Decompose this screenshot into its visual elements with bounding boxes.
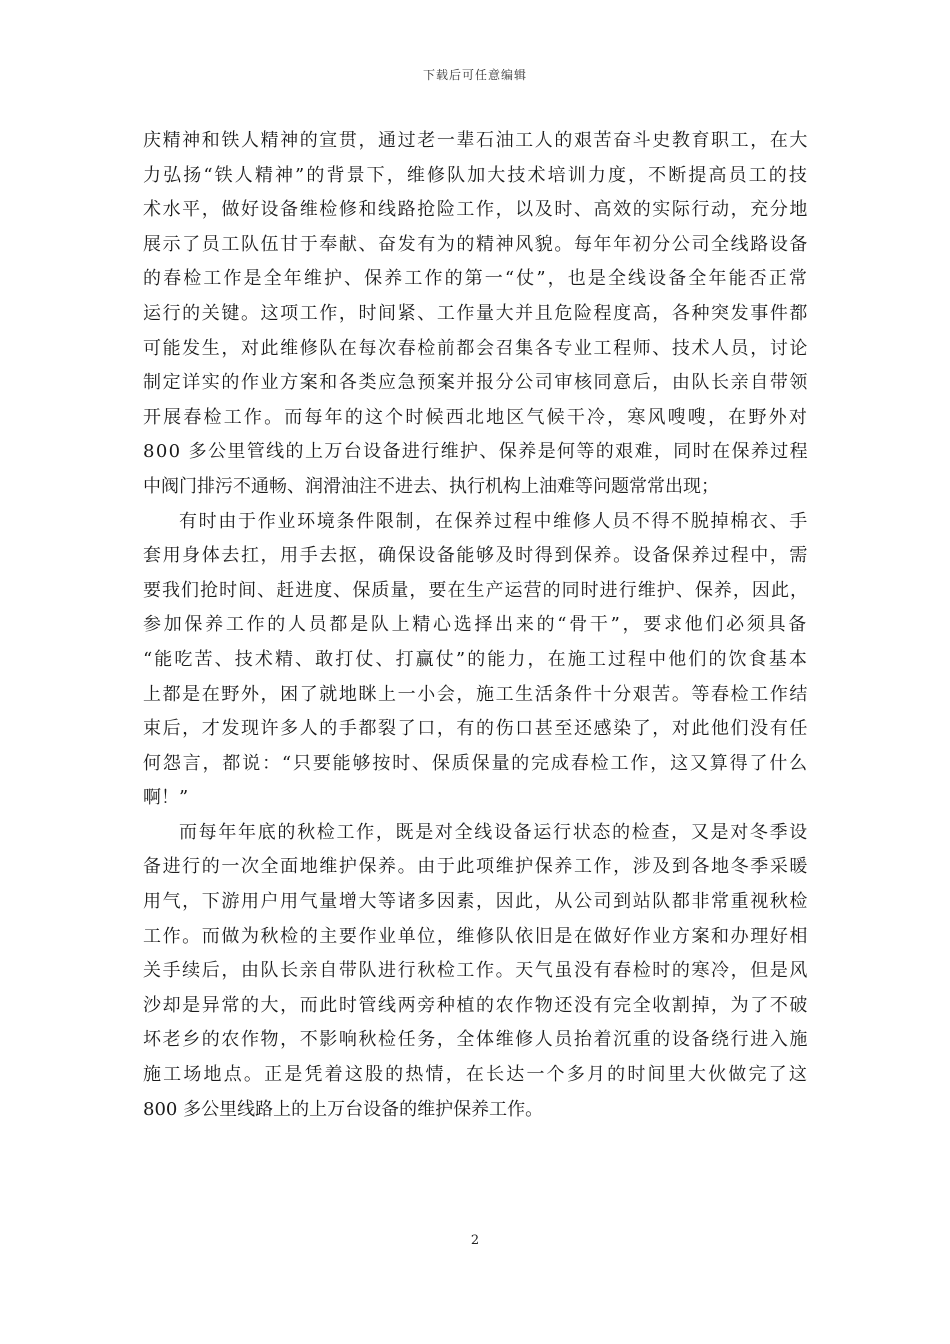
text-line: “能吃苦、技术精、敢打仗、打赢仗”的能力，在施工过程中他们的饮食基本 xyxy=(143,648,809,670)
text-line: 运行的关键。这项工作，时间紧、工作量大并且危险程度高，各种突发事件都 xyxy=(143,302,809,324)
text-line: 备进行的一次全面地维护保养。由于此项维护保养工作，涉及到各地冬季采暖 xyxy=(143,856,809,878)
text-line: 工作。而做为秋检的主要作业单位，维修队依旧是在做好作业方案和办理好相 xyxy=(143,925,809,947)
text-line: 开展春检工作。而每年的这个时候西北地区气候干冷，寒风嗖嗖，在野外对 xyxy=(143,406,809,428)
text-line: 沙却是异常的大，而此时管线两旁种植的农作物还没有完全收割掉，为了不破 xyxy=(143,994,809,1016)
text-line: 力弘扬“铁人精神”的背景下，维修队加大技术培训力度，不断提高员工的技 xyxy=(143,164,809,186)
text-line: 有时由于作业环境条件限制，在保养过程中维修人员不得不脱掉棉衣、手 xyxy=(179,510,809,532)
text-line: 用气，下游用户用气量增大等诸多因素，因此，从公司到站队都非常重视秋检 xyxy=(143,891,809,913)
page-number: 2 xyxy=(470,1233,480,1248)
text-line: 参加保养工作的人员都是队上精心选择出来的“骨干”，要求他们必须具备 xyxy=(143,614,809,636)
text-line: 庆精神和铁人精神的宣贯，通过老一辈石油工人的艰苦奋斗史教育职工，在大 xyxy=(143,130,809,151)
text-line: 施工场地点。正是凭着这股的热情，在长达一个多月的时间里大伙做完了这 xyxy=(143,1064,809,1086)
text-line: 制定详实的作业方案和各类应急预案并报分公司审核同意后，由队长亲自带领 xyxy=(143,372,809,394)
text-line: 何怨言，都说：“只要能够按时、保质保量的完成春检工作，这又算得了什么 xyxy=(143,752,809,774)
text-line: 的春检工作是全年维护、保养工作的第一“仗”，也是全线设备全年能否正常 xyxy=(143,268,809,290)
text-line: 可能发生，对此维修队在每次春检前都会召集各专业工程师、技术人员，讨论 xyxy=(143,337,809,359)
text-line: 套用身体去扛，用手去抠，确保设备能够及时得到保养。设备保养过程中，需 xyxy=(143,545,809,567)
text-line: 要我们抢时间、赶进度、保质量，要在生产运营的同时进行维护、保养，因此， xyxy=(143,579,809,601)
text-line: 坏老乡的农作物，不影响秋检任务，全体维修人员抬着沉重的设备绕行进入施 xyxy=(143,1029,809,1051)
text-line: 啊！” xyxy=(143,787,189,809)
page-header: 下载后可任意编辑 xyxy=(422,68,527,82)
text-line: 术水平，做好设备维检修和线路抢险工作，以及时、高效的实际行动，充分地 xyxy=(143,199,809,221)
text-line: 展示了员工队伍甘于奉献、奋发有为的精神风貌。每年年初分公司全线路设备 xyxy=(143,233,809,255)
text-line: 800 多公里线路上的上万台设备的维护保养工作。 xyxy=(143,1098,544,1120)
text-line: 上都是在野外，困了就地眯上一小会，施工生活条件十分艰苦。等春检工作结 xyxy=(143,683,809,705)
text-line: 中阀门排污不通畅、润滑油注不进去、执行机构上油难等问题常常出现； xyxy=(143,475,719,497)
text-line: 束后，才发现许多人的手都裂了口，有的伤口甚至还感染了，对此他们没有任 xyxy=(143,718,809,740)
text-line: 而每年年底的秋检工作，既是对全线设备运行状态的检查，又是对冬季设 xyxy=(179,821,809,843)
text-line: 800 多公里管线的上万台设备进行维护、保养是何等的艰难，同时在保养过程 xyxy=(143,441,809,463)
document-body xyxy=(143,124,809,1127)
text-line: 关手续后，由队长亲自带队进行秋检工作。天气虽没有春检时的寒冷，但是风 xyxy=(143,960,809,982)
